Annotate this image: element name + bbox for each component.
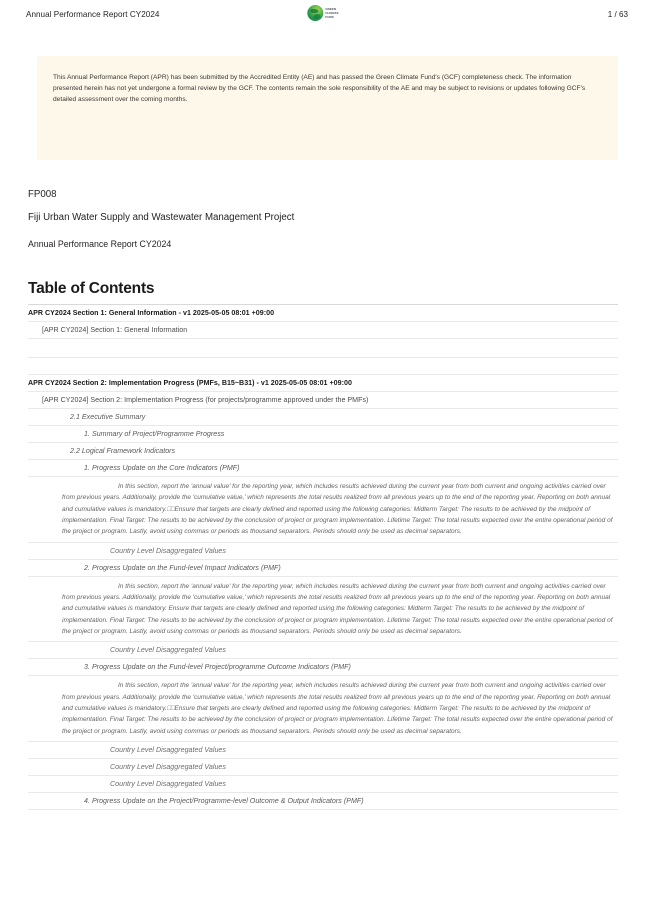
- globe-icon: [307, 5, 323, 21]
- toc-item-2-2-4[interactable]: 4. Progress Update on the Project/Programme-level Outcome & Output Indicators (PMF): [84, 797, 364, 806]
- toc-guidance-text-core-indicators: In this section, report the 'annual value' for the reporting year, which includes results achieved during the current year from both current and ongoing activities carried over from previous years. Additionally, provide the 'cumulative value,' which represents the total results realized from all previous years up to the end of the reporting year. Reporting on both annual and cumulative values is mandatory.⎕⎕Ensure that targets are clearly defined and reported using the following categories: Midterm Target: The results to be achieved by the midpoint of implementation. Final Target: The results to be achieved by the conclusion of project or program implementation. Lifetime Target: The total results expected over the entire operational period of the project or program. Lastly, avoid using commas or periods as thousand separators. Periods should only be used as decimal separators.: [62, 483, 613, 536]
- toc-item-country-level-values[interactable]: Country Level Disaggregated Values: [110, 763, 226, 772]
- toc-item-country-level-values[interactable]: Country Level Disaggregated Values: [110, 780, 226, 789]
- toc-guidance-row: [28, 676, 618, 742]
- toc-entry-row[interactable]: [28, 426, 618, 443]
- toc-section-2-header: APR CY2024 Section 2: Implementation Progress (PMFs, B15~B31) - v1 2025-05-05 08:01 +09:00: [28, 379, 352, 387]
- toc-item-2-1[interactable]: 2.1 Executive Summary: [70, 413, 146, 421]
- toc-section-header-row: [28, 305, 618, 322]
- header-report-title: Annual Performance Report CY2024: [26, 10, 160, 19]
- toc-entry-row[interactable]: [28, 443, 618, 460]
- toc-entry-row[interactable]: [28, 659, 618, 676]
- logo-word-fund: FUND: [325, 15, 334, 20]
- toc-item-2-2-1[interactable]: 1. Progress Update on the Core Indicators (PMF): [84, 464, 240, 472]
- toc-item-country-level-values[interactable]: Country Level Disaggregated Values: [110, 646, 226, 655]
- toc-item-2-2[interactable]: 2.2 Logical Framework Indicators: [70, 447, 176, 455]
- toc-section-header-row: [28, 375, 618, 392]
- toc-heading: Table of Contents: [28, 280, 618, 305]
- toc-entry-row[interactable]: [28, 776, 618, 793]
- logo-wordmark: [325, 7, 338, 20]
- document-title-block: [28, 186, 646, 253]
- toc-item-section-1[interactable]: [APR CY2024] Section 1: General Information: [42, 326, 188, 334]
- toc-item-2-1-1[interactable]: 1. Summary of Project/Programme Progress: [84, 430, 225, 438]
- toc-spacer-row: [28, 339, 618, 358]
- toc-spacer-row: [28, 358, 618, 375]
- toc-entry-row[interactable]: [28, 560, 618, 577]
- toc-entry-row[interactable]: [28, 543, 618, 560]
- toc-section-1-header: APR CY2024 Section 1: General Information - v1 2025-05-05 08:01 +09:00: [28, 309, 275, 317]
- toc-entry-row[interactable]: [28, 793, 618, 810]
- toc-guidance-text-outcome-indicators: In this section, report the 'annual value' for the reporting year, which includes results achieved during the current year from both current and ongoing activities carried over from previous years. Additionally, provide the 'cumulative value,' which represents the total results realized from all previous years up to the end of the reporting year. Reporting on both annual and cumulative values is mandatory.⎕⎕Ensure that targets are clearly defined and reported using the following categories: Midterm Target: The results to be achieved by the midpoint of implementation. Final Target: The results to be achieved by the conclusion of project or program implementation. Lifetime Target: The total results expected over the entire operational period of the project or program. Lastly, avoid using commas or periods as thousand separators. Periods should only be used as decimal separators.: [62, 682, 613, 735]
- logo-word-climate: CLIMATE: [325, 10, 339, 15]
- toc-item-2-2-2[interactable]: 2. Progress Update on the Fund-level Impact Indicators (PMF): [84, 563, 281, 572]
- toc-entry-row[interactable]: [28, 642, 618, 659]
- toc-entry-row[interactable]: [28, 322, 618, 339]
- toc-guidance-row: [28, 477, 618, 543]
- toc-entry-row[interactable]: [28, 759, 618, 776]
- table-of-contents: [28, 280, 618, 810]
- logo-word-green: GREEN: [325, 6, 337, 11]
- toc-entry-row[interactable]: [28, 409, 618, 426]
- project-code: FP008: [28, 189, 57, 200]
- page-header: [0, 0, 646, 30]
- completeness-notice-box: [37, 56, 618, 160]
- toc-entry-row[interactable]: [28, 742, 618, 759]
- toc-item-2-2-3[interactable]: 3. Progress Update on the Fund-level Project/programme Outcome Indicators (PMF): [84, 663, 351, 672]
- toc-item-section-2[interactable]: [APR CY2024] Section 2: Implementation Progress (for projects/programme approved under the PMFs): [42, 396, 369, 404]
- gcf-logo: [307, 5, 338, 21]
- toc-guidance-text-impact-indicators: In this section, report the 'annual value' for the reporting year, which includes results achieved during the current year from both current and ongoing activities carried over from previous years. Additionally, provide the 'cumulative value,' which represents the total results realized from all previous years up to the end of the reporting year. Reporting on both annual and cumulative values is mandatory. Ensure that targets are clearly defined and reported using the following categories: Midterm Target: The results to be achieved by the midpoint of implementation. Final Target: The results to be achieved by the conclusion of project or program implementation. Lifetime Target: The total results expected over the entire operational period of the project or program. Lastly, avoid using commas or periods as thousand separators. Periods should only be used as decimal separators.: [62, 582, 613, 636]
- page-number: 1 / 63: [607, 10, 628, 19]
- toc-item-country-level-values[interactable]: Country Level Disaggregated Values: [110, 746, 226, 755]
- toc-item-country-level-values[interactable]: Country Level Disaggregated Values: [110, 546, 226, 555]
- completeness-notice-text: This Annual Performance Report (APR) has been submitted by the Accredited Entity (AE) and has passed the Green Climate Fund's (GCF) completeness check. The information presented herein has not yet undergone a formal review by the GCF. The contents remain the sole responsibility of the AE and may be subject to revisions or updates following GCF's detailed assessment over the coming months.: [53, 74, 586, 104]
- report-subtitle: Annual Performance Report CY2024: [28, 239, 172, 249]
- project-name: Fiji Urban Water Supply and Wastewater Management Project: [28, 212, 295, 223]
- toc-entry-row[interactable]: [28, 460, 618, 477]
- toc-guidance-row: [28, 577, 618, 643]
- toc-entry-row[interactable]: [28, 392, 618, 409]
